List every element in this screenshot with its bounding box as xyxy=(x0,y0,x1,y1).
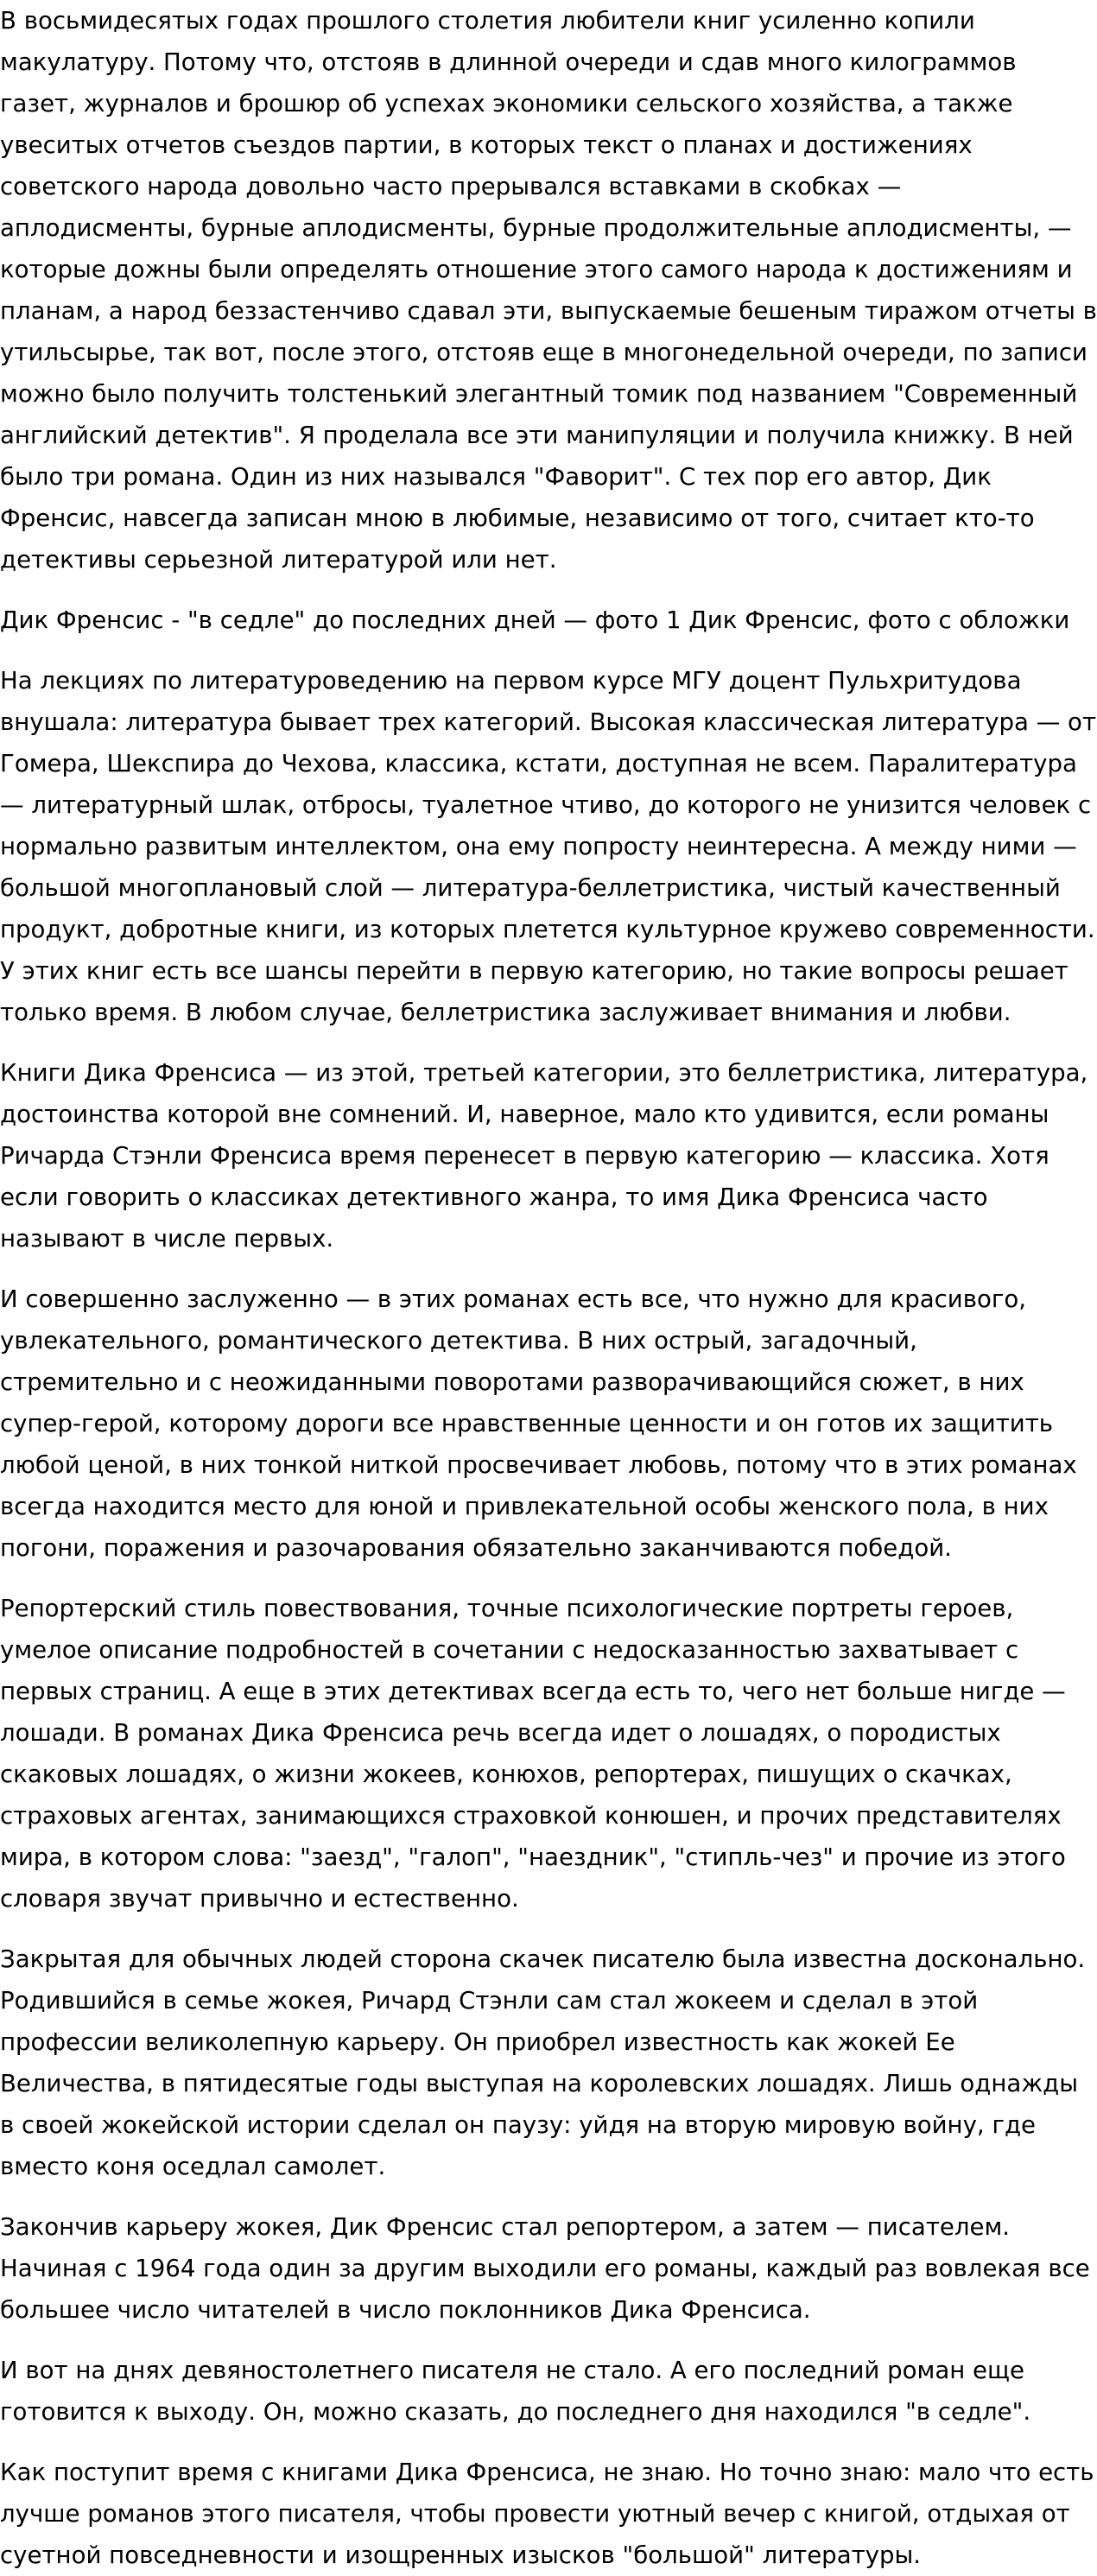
paragraph-francis-books: Книги Дика Френсиса — из этой, третьей категории, это беллетристика, литература, достоинства которой вне сомнений. И, наверное, мало кто удивится, если романы Ричарда Стэнли Френсиса время перенесет в первую категорию — классика. Хотя если говорить о классиках детективного жанра, то имя Дика Френсиса часто называют в числе первых. xyxy=(0,1058,1088,1253)
paragraph-jockey-career: Закрытая для обычных людей сторона скачек писателю была известна досконально. Родившийся в семье жокея, Ричард Стэнли сам стал жокеем и сделал в этой профессии великолепную карьеру. Он приобрел известность как жокей Ее Величества, в пятидесятые годы выступая на королевских лошадях. Лишь однажды в своей жокейской истории сделал он паузу: уйдя на вторую мировую войну, где вместо коня оседлал самолет. xyxy=(0,1945,1086,2180)
paragraph-romantic-detective: И совершенно заслуженно — в этих романах есть все, что нужно для красивого, увлекательного, романтического детектива. В них острый, загадочный, стремительно и с неожиданными поворотами разворачивающийся сюжет, в них супер-герой, которому дороги все нравственные ценности и он готов их защитить любой ценой, в них тонкой ниткой просвечивает любовь, потому что в этих романах всегда находится место для юной и привлекательной особы женского пола, в них погони, поражения и разочарования обязательно заканчиваются победой. xyxy=(0,1285,1077,1562)
paragraph-literature-categories: На лекциях по литературоведению на первом курсе МГУ доцент Пульхритудова внушала: литература бывает трех категорий. Высокая классическая литература — от Гомера, Шекспира до Чехова, классика, кстати, доступная не всем. Паралитература — литературный шлак, отбросы, туалетное чтиво, до которого не унизится человек с нормально развитым интеллектом, она ему попросту неинтересна. А между ними — большой многоплановый слой — литература-беллетристика, чистый качественный продукт, добротные книги, из которых плетется культурное кружево современности. У этих книг есть все шансы перейти в первую категорию, но такие вопросы решает только время. В любом случае, беллетристика заслуживает внимания и любви. xyxy=(0,666,1097,1026)
photo-caption: Дик Френсис - "в седле" до последних дней — фото 1 Дик Френсис, фото с обложки xyxy=(0,606,1070,634)
paragraph-writer-career: Закончив карьеру жокея, Дик Френсис стал репортером, а затем — писателем. Начиная с 1964 года один за другим выходили его романы, каждый раз вовлекая все большее число читателей в число поклонников Дика Френсиса. xyxy=(0,2212,1090,2324)
paragraph-death: И вот на днях девяностолетнего писателя не стало. А его последний роман еще готовится к выходу. Он, можно сказать, до последнего дня находился "в седле". xyxy=(0,2356,1031,2426)
paragraph-intro: В восьмидесятых годах прошлого столетия любители книг усиленно копили макулатуру. Потому что, отстояв в длинной очереди и сдав много килограммов газет, журналов и брошюр об успехах экономики сельского хозяйства, а также увеситых отчетов съездов партии, в которых текст о планах и достижениях советского народа довольно часто прерывался вставками в скобках — аплодисменты, бурные аплодисменты, бурные продолжительные аплодисменты, — которые дожны были определять отношение этого самого народа к достижениям и планам, а народ беззастенчиво сдавал эти, выпускаемые бешеным тиражом отчеты в утильсырье, так вот, после этого, отстояв еще в многонедельной очереди, по записи можно было получить толстенький элегантный томик под названием "Современный английский детектив". Я проделала все эти манипуляции и получила книжку. В ней было три романа. Один из них назывался "Фаворит". С тех пор его автор, Дик Френсис, навсегда записан мною в любимые, независимо от того, считает кто-то детективы серьезной литературой или нет. xyxy=(0,6,1097,574)
paragraph-reporter-style: Репортерский стиль повествования, точные психологические портреты героев, умелое описание подробностей в сочетании с недосказанностью захватывает с первых страниц. А еще в этих детективах всегда есть то, чего нет больше нигде — лошади. В романах Дика Френсиса речь всегда идет о лошадях, о породистых скаковых лошадях, о жизни жокеев, конюхов, репортерах, пишущих о скачках, страховых агентах, занимающихся страховкой конюшен, и прочих представителях мира, в котором слова: "заезд", "галоп", "наездник", "стипль-чез" и прочие из этого словаря звучат привычно и естественно. xyxy=(0,1594,1066,1913)
paragraph-conclusion: Как поступит время с книгами Дика Френсиса, не знаю. Но точно знаю: мало что есть лучше романов этого писателя, чтобы провести уютный вечер с книгой, отдыхая от суетной повседневности и изощренных изысков "большой" литературы. xyxy=(0,2458,1094,2569)
